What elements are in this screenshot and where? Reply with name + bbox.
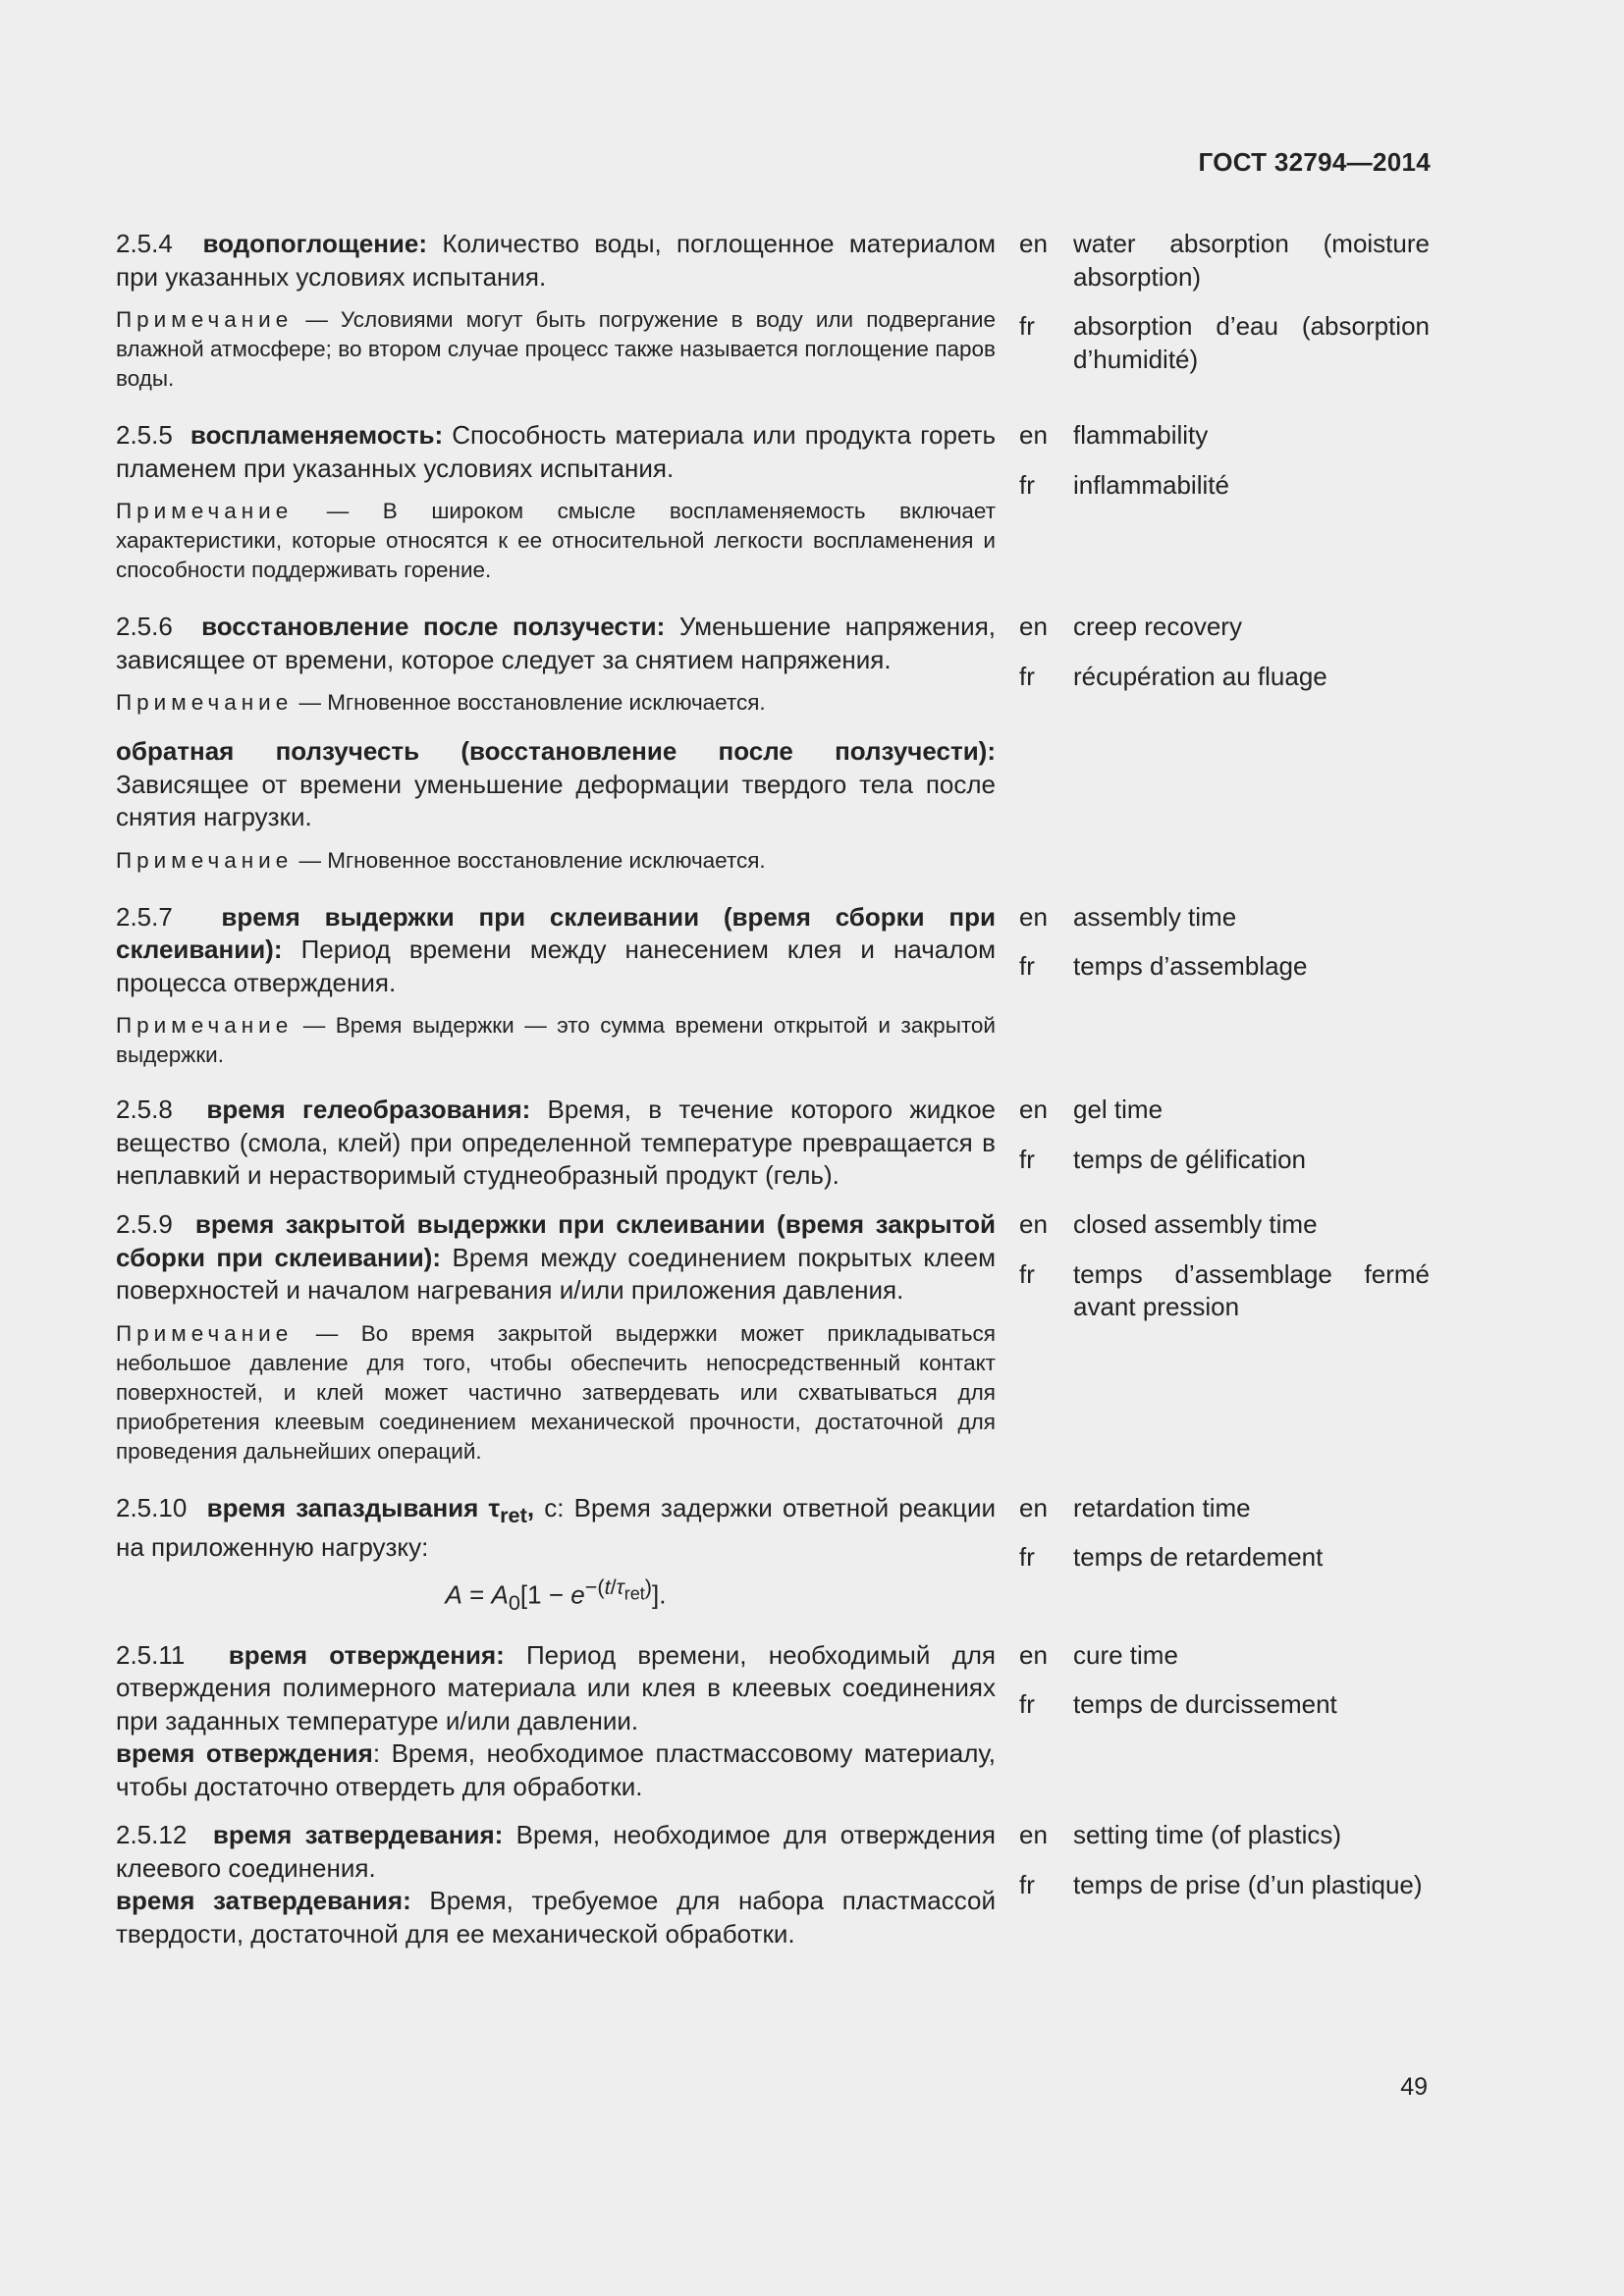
lang-code: fr	[1019, 469, 1035, 500]
term-number: 2.5.10	[116, 1492, 188, 1522]
lang-code: fr	[1019, 1258, 1035, 1289]
term-definition: Время, в течение которого жидкое вещество (смола, клей) при определенной температуре превращается в неплавкий и нерастворимый студнеобразный продукт (гель).	[116, 1095, 996, 1190]
translation-text: temps de prise (d’un plastique)	[1073, 1869, 1423, 1899]
term-definition: Время между соединением покрытых клеем поверхностей и началом нагревания и/или приложения давления.	[116, 1242, 997, 1305]
term-name: водопоглощение:	[202, 229, 428, 258]
exp-tau-sub: ret	[623, 1583, 645, 1604]
definition-column	[116, 1094, 996, 1193]
sub-term-definition: Зависящее от времени уменьшение деформации твердого тела после снятия нагрузки.	[116, 769, 996, 831]
lang-code: en	[1019, 1639, 1048, 1670]
note	[116, 1319, 996, 1467]
translation-en	[1019, 901, 1430, 934]
term-name: время выдержки при склеивании (время сборки при склеивании):	[116, 901, 996, 964]
note-text: — Во время закрытой выдержки может прикладываться небольшое давление для того, чтобы обеспечить непосредственный контакт поверхностей, и клей может частично затвердевать или схватываться для приобретения клеевым соединением механической прочности, достаточной для проведения дальнейших операций.	[116, 1320, 996, 1464]
term-entry-2-5-11	[116, 1639, 1430, 1804]
note	[116, 688, 996, 718]
translation-text: assembly time	[1073, 901, 1237, 932]
term-name-main: время запаздывания τ	[206, 1492, 501, 1522]
term-definition: Уменьшение напряжения, зависящее от времени, которое следует за снятием напряжения.	[116, 612, 996, 674]
translation-fr	[1019, 1688, 1430, 1722]
note-label: Примечание	[116, 307, 294, 332]
translation-column	[1019, 419, 1430, 585]
lang-code: fr	[1019, 1869, 1035, 1899]
term-entry-2-5-4	[116, 228, 1430, 394]
translation-fr	[1019, 1869, 1430, 1902]
note-label: Примечание	[116, 690, 294, 715]
lang-code: en	[1019, 420, 1048, 450]
term-name: время закрытой выдержки при склеивании (время закрытой сборки при склеивании):	[116, 1209, 997, 1272]
note	[116, 305, 996, 394]
lang-code: en	[1019, 229, 1048, 258]
note-label: Примечание	[116, 1320, 294, 1346]
translation-en	[1019, 228, 1430, 294]
term-name: время гелеобразования:	[206, 1095, 531, 1124]
definition-column	[116, 901, 996, 1071]
translation-text: temps d’assemblage	[1073, 951, 1308, 981]
term-number: 2.5.11	[116, 1639, 186, 1670]
translation-en	[1019, 1639, 1430, 1673]
formula-e: e	[570, 1579, 585, 1610]
alt-term-name: время отверждения	[116, 1738, 373, 1769]
term-number: 2.5.8	[116, 1095, 173, 1124]
translation-column	[1019, 1094, 1430, 1193]
definition	[116, 419, 996, 485]
alt-definition	[116, 1885, 996, 1950]
term-definition: Время задержки ответной реакции на приложенную нагрузку:	[116, 1492, 996, 1563]
translation-fr	[1019, 469, 1430, 503]
term-number: 2.5.9	[116, 1209, 173, 1239]
translation-fr	[1019, 310, 1430, 376]
sub-definition	[116, 735, 996, 834]
note	[116, 846, 996, 876]
note	[116, 497, 996, 585]
lang-code: fr	[1019, 311, 1035, 341]
term-entry-2-5-12	[116, 1819, 1430, 1950]
term-number: 2.5.5	[116, 420, 173, 450]
alt-term-definition: Время, требуемое для набора пластмассой твердости, достаточной для ее механической обработки.	[116, 1886, 996, 1949]
definition	[116, 1208, 996, 1308]
term-definition: Время, необходимое для отверждения клеевого соединения.	[116, 1820, 996, 1883]
lang-code: fr	[1019, 1689, 1035, 1720]
alt-term-definition: : Время, необходимое пластмассовому материалу, чтобы достаточно отвердеть для обработки.	[116, 1738, 996, 1801]
term-unit: с:	[534, 1492, 574, 1522]
definition	[116, 228, 996, 294]
term-definition: Период времени между нанесением клея и началом процесса отверждения.	[116, 934, 996, 997]
note-label: Примечание	[116, 1013, 294, 1038]
translation-text: temps de durcissement	[1073, 1689, 1337, 1720]
term-entry-2-5-7	[116, 901, 1430, 1071]
definition-column	[116, 1208, 996, 1467]
term-entry-2-5-8	[116, 1094, 1430, 1193]
translation-text: gel time	[1073, 1095, 1164, 1124]
document-header: ГОСТ 32794—2014	[1198, 147, 1431, 177]
translation-text: inflammabilité	[1073, 469, 1229, 500]
definition-column	[116, 611, 996, 876]
term-definition: Количество воды, поглощенное материалом при указанных условиях испытания.	[116, 229, 996, 292]
translation-text: setting time (of plastics)	[1073, 1820, 1342, 1850]
translation-text: récupération au fluage	[1073, 661, 1327, 691]
definition-column	[116, 419, 996, 585]
translation-text: closed assembly time	[1073, 1209, 1318, 1239]
translation-text: temps de gélification	[1073, 1144, 1307, 1174]
translation-column	[1019, 1819, 1430, 1950]
lang-code: fr	[1019, 661, 1035, 691]
page-number: 49	[1400, 2073, 1428, 2101]
definition	[116, 901, 996, 1000]
term-number: 2.5.12	[116, 1820, 188, 1850]
term-number: 2.5.6	[116, 612, 173, 641]
term-entry-2-5-10	[116, 1492, 1430, 1618]
alt-term-name: время затвердевания:	[116, 1886, 411, 1916]
note-text: — В широком смысле воспламеняемость включает характеристики, которые относятся к ее относительной легкости воспламенения и способности поддерживать горение.	[116, 499, 996, 582]
translation-fr	[1019, 1144, 1430, 1177]
definition-column	[116, 228, 996, 394]
lang-code: en	[1019, 1095, 1048, 1124]
translation-en	[1019, 419, 1430, 453]
term-entry-2-5-6	[116, 611, 1430, 876]
translation-text: cure time	[1073, 1639, 1178, 1670]
translation-fr	[1019, 661, 1430, 694]
term-name: время затвердевания:	[212, 1820, 504, 1850]
formula	[116, 1575, 996, 1618]
term-name-tail: ,	[526, 1492, 535, 1522]
formula-exponent	[584, 1574, 653, 1604]
translation-en	[1019, 1819, 1430, 1852]
terms-list	[116, 228, 1430, 1950]
lang-code: en	[1019, 1492, 1048, 1522]
translation-fr	[1019, 1258, 1430, 1324]
translation-column	[1019, 611, 1430, 876]
term-number: 2.5.7	[116, 901, 173, 932]
note-label: Примечание	[116, 847, 294, 873]
translation-text: creep recovery	[1073, 612, 1242, 641]
term-definition: Период времени, необходимый для отверждения полимерного материала или клея в клеевых соединениях при заданных температуре и/или давлении.	[116, 1639, 996, 1735]
formula-a0-sub: 0	[508, 1589, 520, 1615]
formula-a0: A	[491, 1579, 509, 1610]
translation-fr	[1019, 1541, 1430, 1575]
translation-en	[1019, 1492, 1430, 1525]
term-name: время отверждения:	[228, 1639, 505, 1670]
translation-text: retardation time	[1073, 1492, 1251, 1522]
term-name	[206, 1492, 535, 1527]
translation-column	[1019, 228, 1430, 394]
definition-column	[116, 1639, 996, 1804]
definition	[116, 1492, 996, 1565]
note-text: — Условиями могут быть погружение в воду или подвергание влажной атмосфере; во втором случае процесс также называется поглощение паров воды.	[116, 307, 996, 391]
lang-code: fr	[1019, 951, 1035, 981]
translation-column	[1019, 1492, 1430, 1618]
exp-close: )	[644, 1574, 653, 1599]
note-text: — Мгновенное восстановление исключается.	[293, 847, 766, 873]
formula-lhs: A	[445, 1579, 462, 1610]
exp-slash: /	[610, 1574, 617, 1599]
lang-code: en	[1019, 1820, 1048, 1850]
definition	[116, 1639, 996, 1738]
translation-text: absorption d’eau (absorption d’humidité)	[1073, 311, 1430, 374]
definition	[116, 1819, 996, 1885]
lang-code: en	[1019, 612, 1048, 641]
term-definition: Способность материала или продукта гореть пламенем при указанных условиях испытания.	[116, 420, 996, 483]
term-entry-2-5-5	[116, 419, 1430, 585]
translation-column	[1019, 901, 1430, 1071]
note-text: — Мгновенное восстановление исключается.	[293, 690, 766, 715]
exp-tau: τ	[616, 1574, 624, 1599]
formula-bracket-open: [1 −	[519, 1579, 571, 1610]
definition-column	[116, 1492, 996, 1618]
translation-text: temps d’assemblage fermé avant pression	[1073, 1258, 1430, 1321]
term-number: 2.5.4	[116, 229, 173, 258]
exp-t: t	[604, 1574, 611, 1599]
formula-eq: =	[461, 1579, 492, 1610]
lang-code: en	[1019, 1209, 1048, 1239]
translation-text: water absorption (moisture absorption)	[1073, 229, 1430, 292]
exp-open: −(	[584, 1574, 605, 1599]
lang-code: fr	[1019, 1542, 1035, 1572]
term-entry-2-5-9	[116, 1208, 1430, 1467]
definition	[116, 611, 996, 676]
note-text: — Время выдержки — это сумма времени открытой и закрытой выдержки.	[116, 1013, 996, 1067]
translation-en	[1019, 1208, 1430, 1242]
translation-fr	[1019, 950, 1430, 984]
definition	[116, 1094, 996, 1193]
translation-text: temps de retardement	[1073, 1542, 1324, 1572]
translation-en	[1019, 611, 1430, 644]
definition-column	[116, 1819, 996, 1950]
note-label: Примечание	[116, 499, 294, 523]
translation-en	[1019, 1094, 1430, 1127]
term-subscript: ret	[500, 1502, 527, 1527]
lang-code: fr	[1019, 1144, 1035, 1174]
alt-definition	[116, 1737, 996, 1803]
sub-term-name: обратная ползучесть (восстановление после ползучести):	[116, 736, 996, 766]
translation-text: flammability	[1073, 420, 1209, 450]
lang-code: en	[1019, 901, 1048, 932]
translation-column	[1019, 1639, 1430, 1804]
formula-bracket-close: ].	[652, 1579, 667, 1610]
term-name: восстановление после ползучести:	[201, 612, 666, 641]
translation-column	[1019, 1208, 1430, 1467]
term-name: воспламеняемость:	[189, 420, 444, 450]
note	[116, 1011, 996, 1070]
